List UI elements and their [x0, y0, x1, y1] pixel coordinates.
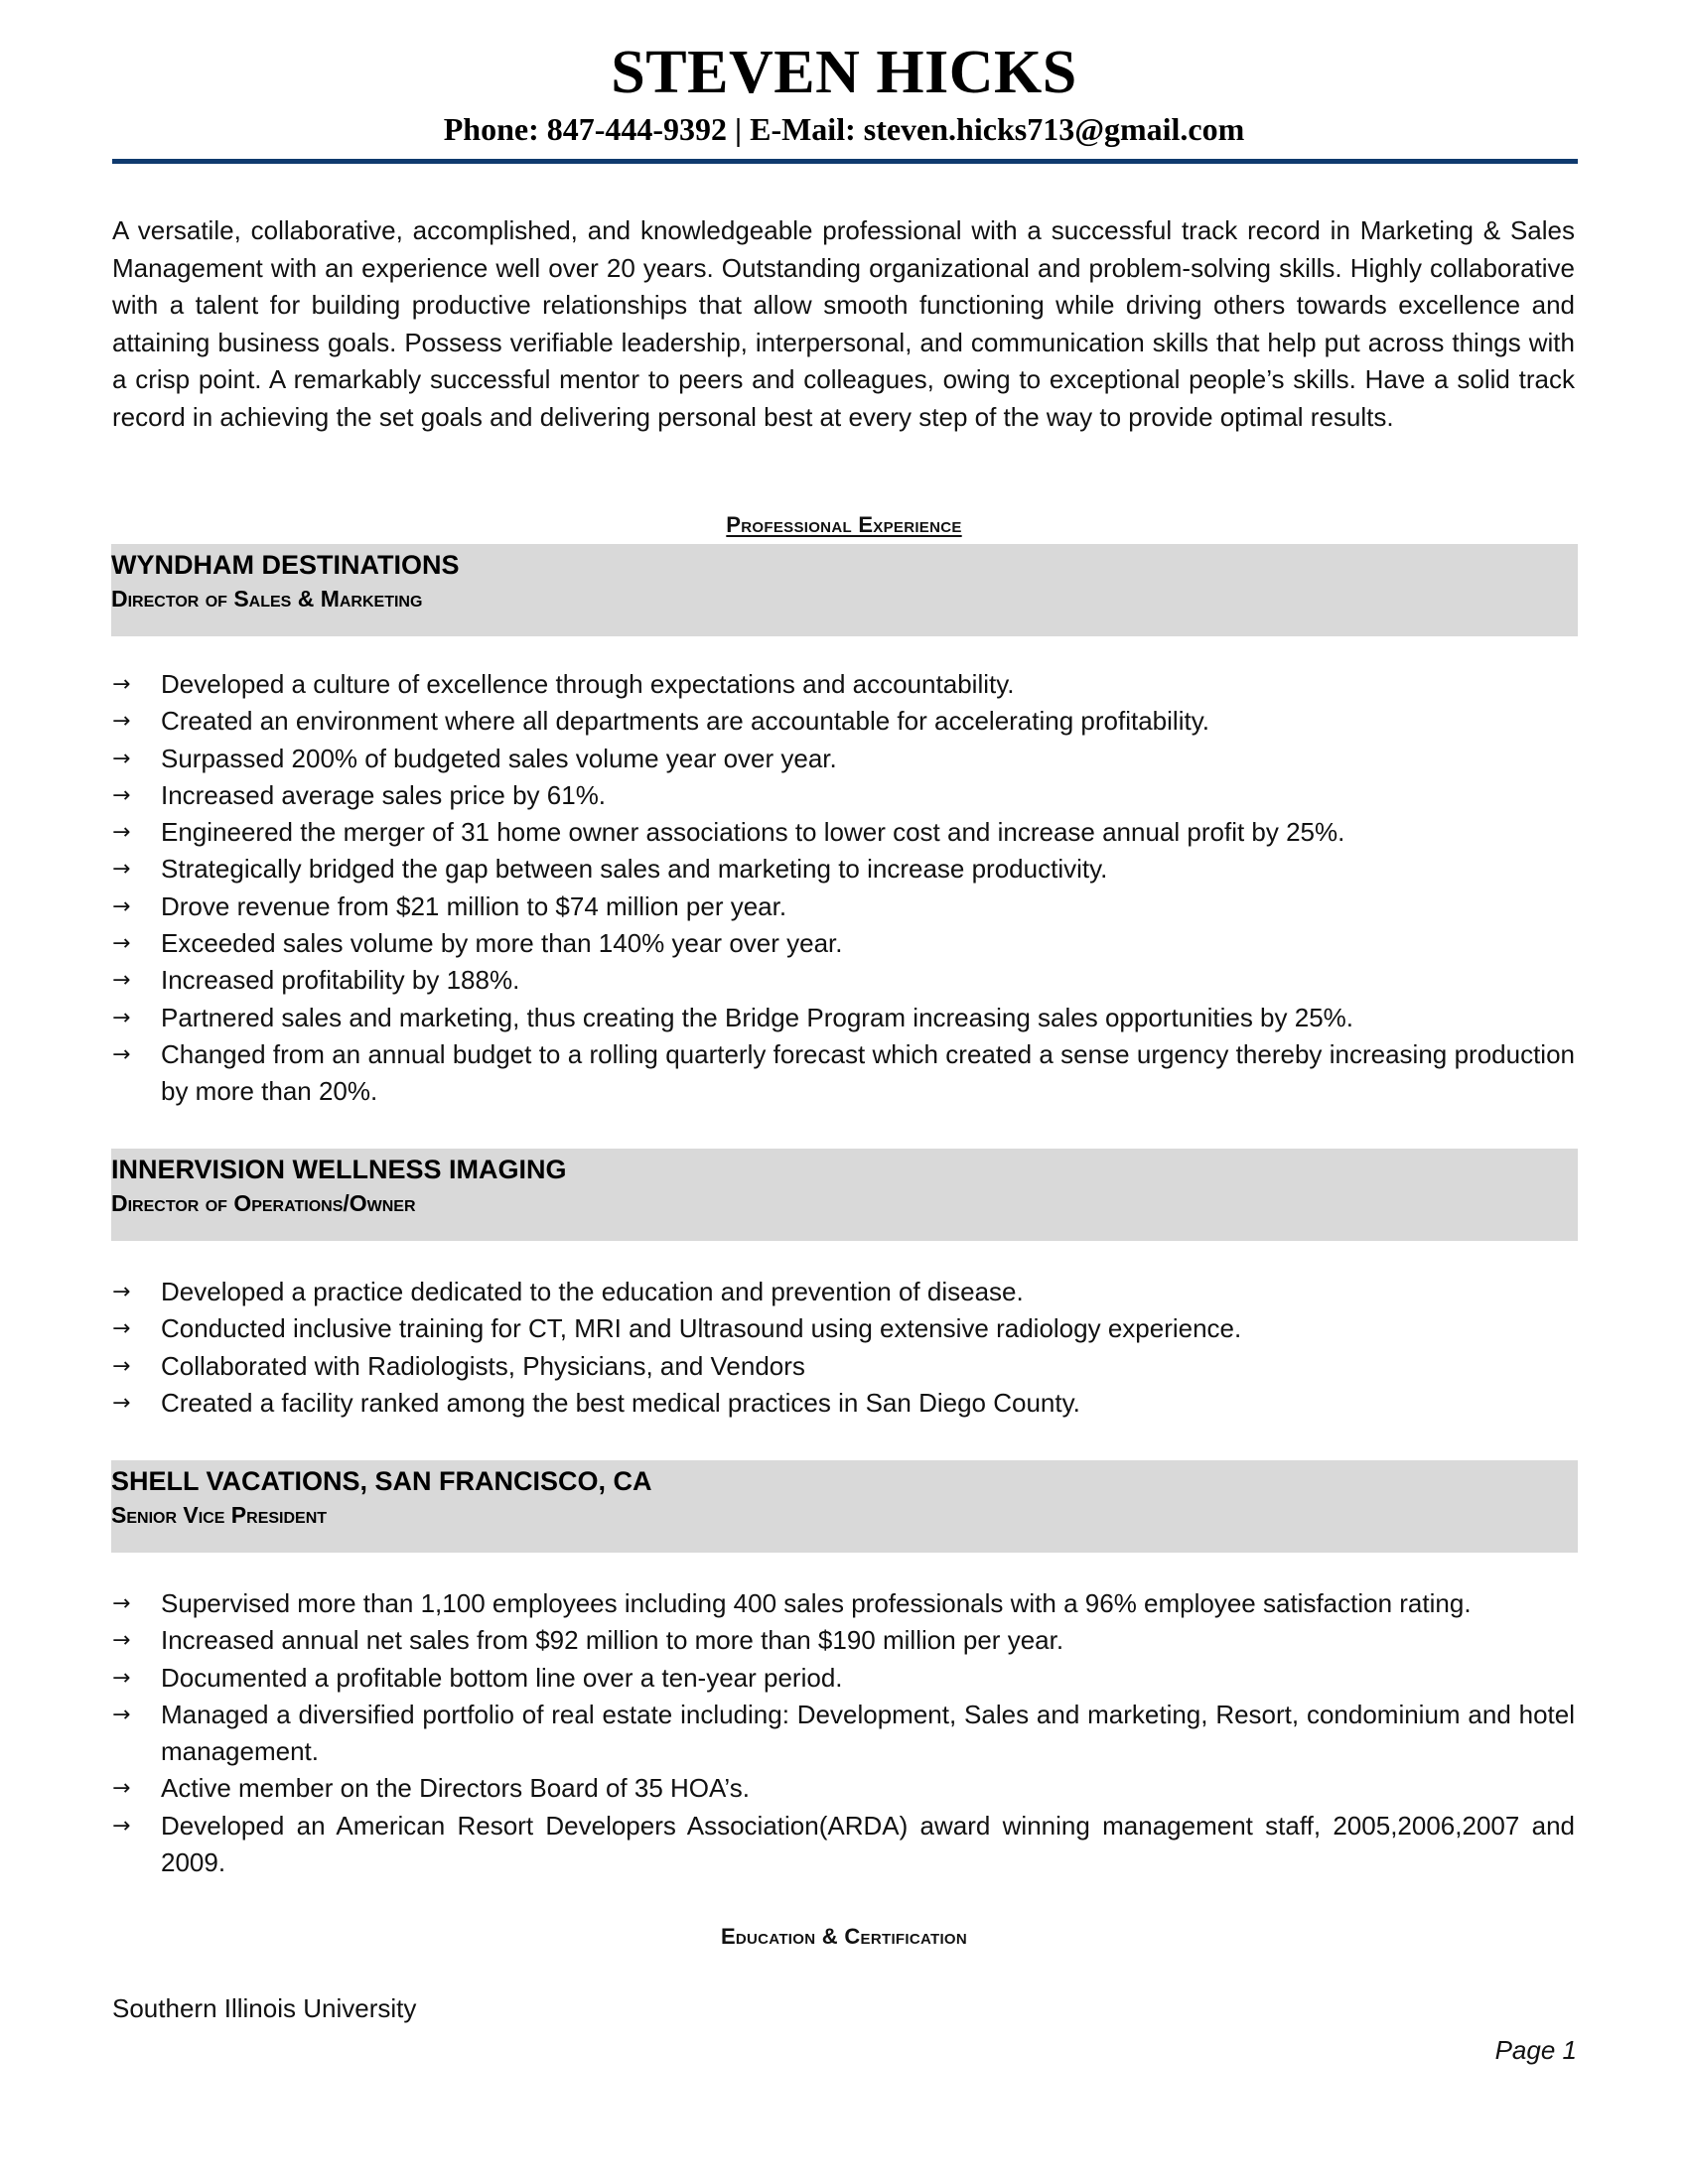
- list-item: → Increased average sales price by 61%.: [112, 777, 1575, 814]
- job-header-shell-vacations: [111, 1460, 1578, 1553]
- job-header-wyndham: [111, 544, 1578, 636]
- education-heading-text: Education & Certification: [720, 1924, 968, 1949]
- arrow-right-icon: →: [112, 1390, 131, 1416]
- arrow-right-icon: →: [112, 1665, 131, 1691]
- professional-summary: A versatile, collaborative, accomplished, and knowledgeable professional with a successful track record in Marketing & Sales Management with an experience well over 20 years. Outstanding organizational and problem-solving skills. Highly collaborative with a talent for building productive relationships that allow smooth functioning while driving others towards excellence and attaining business goals. Possess verifiable leadership, interpersonal, and communication skills that help put across things with a crisp point. A remarkably successful mentor to peers and colleagues, owing to exceptional people’s skills. Have a solid track record in achieving the set goals and delivering personal best at every step of the way to provide optimal results.: [112, 215, 1575, 432]
- job-bullets-wyndham: [112, 666, 1575, 1111]
- list-item: → Created a facility ranked among the best medical practices in San Diego County.: [112, 1385, 1575, 1422]
- arrow-right-icon: →: [112, 1005, 131, 1030]
- job-title: Director of Operations/Owner: [111, 1190, 416, 1216]
- list-item: → Drove revenue from $21 million to $74 million per year.: [112, 888, 1575, 925]
- list-item: → Increased annual net sales from $92 million to more than $190 million per year.: [112, 1622, 1575, 1659]
- list-item: → Partnered sales and marketing, thus creating the Bridge Program increasing sales opportunities by 25%.: [112, 1000, 1575, 1036]
- list-item: → Developed an American Resort Developers Association(ARDA) award winning management staff, 2005,2006,2007 and 2009.: [112, 1808, 1575, 1882]
- list-item: → Developed a culture of excellence through expectations and accountability.: [112, 666, 1575, 703]
- list-item: → Managed a diversified portfolio of real estate including: Development, Sales and marketing, Resort, condominium and hotel management.: [112, 1697, 1575, 1771]
- candidate-name: STEVEN HICKS: [611, 39, 1077, 106]
- list-item: → Documented a profitable bottom line over a ten-year period.: [112, 1660, 1575, 1697]
- list-item: → Surpassed 200% of budgeted sales volume year over year.: [112, 741, 1575, 777]
- arrow-right-icon: →: [112, 857, 131, 883]
- list-item: → Created an environment where all departments are accountable for accelerating profitability.: [112, 703, 1575, 740]
- education-school: Southern Illinois University: [112, 1993, 417, 2023]
- job-title: Senior Vice President: [111, 1502, 328, 1528]
- arrow-right-icon: →: [112, 1776, 131, 1802]
- header-divider: [112, 159, 1578, 164]
- arrow-right-icon: →: [112, 1628, 131, 1654]
- contact-line: Phone: 847-444-9392 | E-Mail: steven.hicks713@gmail.com: [443, 111, 1245, 147]
- arrow-right-icon: →: [112, 782, 131, 808]
- job-bullets-innervision: [112, 1274, 1575, 1422]
- experience-heading: [0, 510, 1688, 540]
- company-name: WYNDHAM DESTINATIONS: [111, 550, 460, 580]
- list-item: → Supervised more than 1,100 employees including 400 sales professionals with a 96% employee satisfaction rating.: [112, 1585, 1575, 1622]
- list-item: → Increased profitability by 188%.: [112, 962, 1575, 999]
- list-item: → Strategically bridged the gap between sales and marketing to increase productivity.: [112, 851, 1575, 887]
- arrow-right-icon: →: [112, 1702, 131, 1727]
- job-title: Director of Sales & Marketing: [111, 586, 423, 612]
- arrow-right-icon: →: [112, 672, 131, 697]
- list-item: → Developed a practice dedicated to the education and prevention of disease.: [112, 1274, 1575, 1310]
- job-header-innervision: [111, 1149, 1578, 1241]
- arrow-right-icon: →: [112, 1280, 131, 1304]
- arrow-right-icon: →: [112, 1813, 131, 1839]
- arrow-right-icon: →: [112, 893, 131, 919]
- arrow-right-icon: →: [112, 1353, 131, 1379]
- arrow-right-icon: →: [112, 1041, 131, 1067]
- arrow-right-icon: →: [112, 968, 131, 994]
- arrow-right-icon: →: [112, 709, 131, 735]
- arrow-right-icon: →: [112, 820, 131, 846]
- company-name: SHELL VACATIONS, SAN FRANCISCO, CA: [111, 1466, 652, 1496]
- page-number: Page 1: [1494, 2035, 1577, 2065]
- list-item: → Active member on the Directors Board of 35 HOA’s.: [112, 1770, 1575, 1807]
- education-heading: [0, 1922, 1688, 1952]
- company-name: INNERVISION WELLNESS IMAGING: [111, 1155, 567, 1184]
- job-bullets-shell-vacations: [112, 1585, 1575, 1881]
- experience-heading-text: Professional Experience: [726, 512, 962, 537]
- list-item: → Conducted inclusive training for CT, MRI and Ultrasound using extensive radiology experience.: [112, 1310, 1575, 1347]
- list-item: → Changed from an annual budget to a rolling quarterly forecast which created a sense urgency thereby increasing production by more than 20%.: [112, 1036, 1575, 1111]
- arrow-right-icon: →: [112, 1316, 131, 1342]
- arrow-right-icon: →: [112, 1591, 131, 1616]
- arrow-right-icon: →: [112, 746, 131, 771]
- list-item: → Exceeded sales volume by more than 140% year over year.: [112, 925, 1575, 962]
- list-item: → Engineered the merger of 31 home owner associations to lower cost and increase annual profit by 25%.: [112, 814, 1575, 851]
- arrow-right-icon: →: [112, 931, 131, 957]
- list-item: → Collaborated with Radiologists, Physicians, and Vendors: [112, 1348, 1575, 1385]
